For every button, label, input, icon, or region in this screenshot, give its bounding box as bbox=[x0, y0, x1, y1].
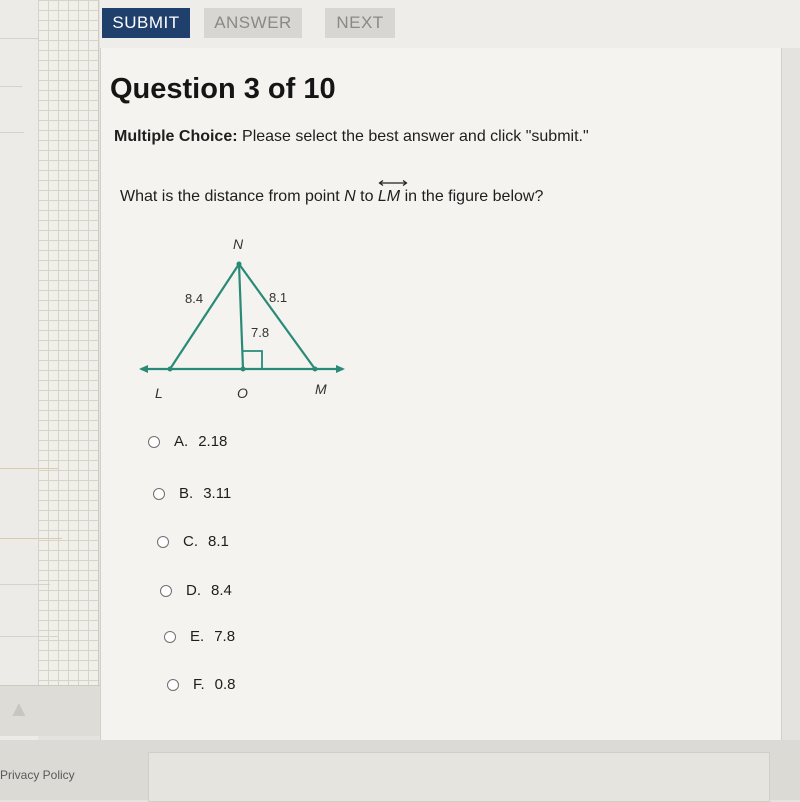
choice-value: 7.8 bbox=[214, 628, 236, 645]
choice-letter: D. bbox=[186, 582, 201, 599]
label-l: L bbox=[155, 385, 163, 401]
rail-divider bbox=[0, 132, 24, 133]
footer-panel bbox=[148, 752, 770, 802]
choice-letter: A. bbox=[174, 433, 189, 450]
choice-letter: F. bbox=[193, 676, 205, 693]
privacy-policy-link[interactable]: Privacy Policy bbox=[0, 768, 75, 782]
question-type-label: Multiple Choice: bbox=[114, 128, 238, 145]
up-arrow-icon[interactable]: ▲ bbox=[8, 696, 30, 721]
point-m bbox=[313, 367, 318, 372]
choice-letter: B. bbox=[179, 485, 194, 502]
choice-c[interactable] bbox=[157, 533, 229, 550]
radio-button[interactable] bbox=[157, 536, 169, 548]
altitude-no bbox=[239, 264, 243, 369]
line-symbol bbox=[378, 188, 400, 206]
rail-divider bbox=[0, 584, 50, 585]
left-rail bbox=[0, 0, 38, 740]
choice-b[interactable] bbox=[153, 485, 231, 502]
question-prefix: What is the distance from point bbox=[120, 188, 345, 205]
label-o: O bbox=[237, 385, 248, 401]
rail-divider bbox=[0, 38, 38, 39]
radio-button[interactable] bbox=[160, 585, 172, 597]
point-o bbox=[241, 367, 246, 372]
question-middle: to bbox=[355, 188, 378, 205]
radio-button[interactable] bbox=[148, 436, 160, 448]
radio-button[interactable] bbox=[153, 488, 165, 500]
question-suffix: in the figure below? bbox=[400, 188, 544, 205]
radio-button[interactable] bbox=[167, 679, 179, 691]
question-point: N bbox=[344, 188, 356, 205]
next-button[interactable]: NEXT bbox=[325, 8, 395, 38]
double-arrow-icon bbox=[378, 180, 408, 186]
rail-divider bbox=[0, 538, 62, 539]
point-l bbox=[168, 367, 173, 372]
choice-e[interactable] bbox=[164, 628, 235, 645]
line-label: LM bbox=[377, 188, 401, 205]
measure-no: 7.8 bbox=[251, 325, 270, 340]
choice-a[interactable] bbox=[148, 433, 227, 450]
graph-paper-strip bbox=[38, 0, 99, 735]
label-m: M bbox=[315, 381, 327, 397]
page-title: Question 3 of 10 bbox=[110, 73, 336, 105]
choice-value: 3.11 bbox=[203, 485, 232, 502]
choice-value: 8.1 bbox=[208, 533, 229, 550]
side-nm bbox=[239, 264, 315, 369]
measure-nm: 8.1 bbox=[269, 290, 288, 305]
right-arrowhead bbox=[336, 365, 345, 373]
choice-value: 0.8 bbox=[214, 676, 236, 693]
triangle-figure bbox=[135, 232, 355, 407]
choice-d[interactable] bbox=[160, 582, 232, 599]
left-arrowhead bbox=[139, 365, 148, 373]
choice-f[interactable] bbox=[167, 676, 236, 693]
instruction-text bbox=[114, 128, 589, 146]
choice-letter: C. bbox=[183, 533, 198, 550]
point-n bbox=[237, 262, 242, 267]
rail-divider bbox=[0, 86, 22, 87]
answer-button[interactable]: ANSWER bbox=[204, 8, 302, 38]
choice-letter: E. bbox=[190, 628, 205, 645]
question-text bbox=[120, 188, 543, 206]
rail-divider bbox=[0, 636, 58, 637]
rail-divider bbox=[0, 468, 58, 469]
choice-value: 2.18 bbox=[198, 433, 228, 450]
instruction-body: Please select the best answer and click "submit." bbox=[242, 128, 589, 145]
label-n: N bbox=[233, 236, 244, 252]
side-nl bbox=[170, 264, 239, 369]
choice-value: 8.4 bbox=[211, 582, 232, 599]
measure-nl: 8.4 bbox=[185, 291, 204, 306]
right-angle-mark bbox=[242, 351, 262, 369]
submit-button[interactable]: SUBMIT bbox=[102, 8, 190, 38]
radio-button[interactable] bbox=[164, 631, 176, 643]
